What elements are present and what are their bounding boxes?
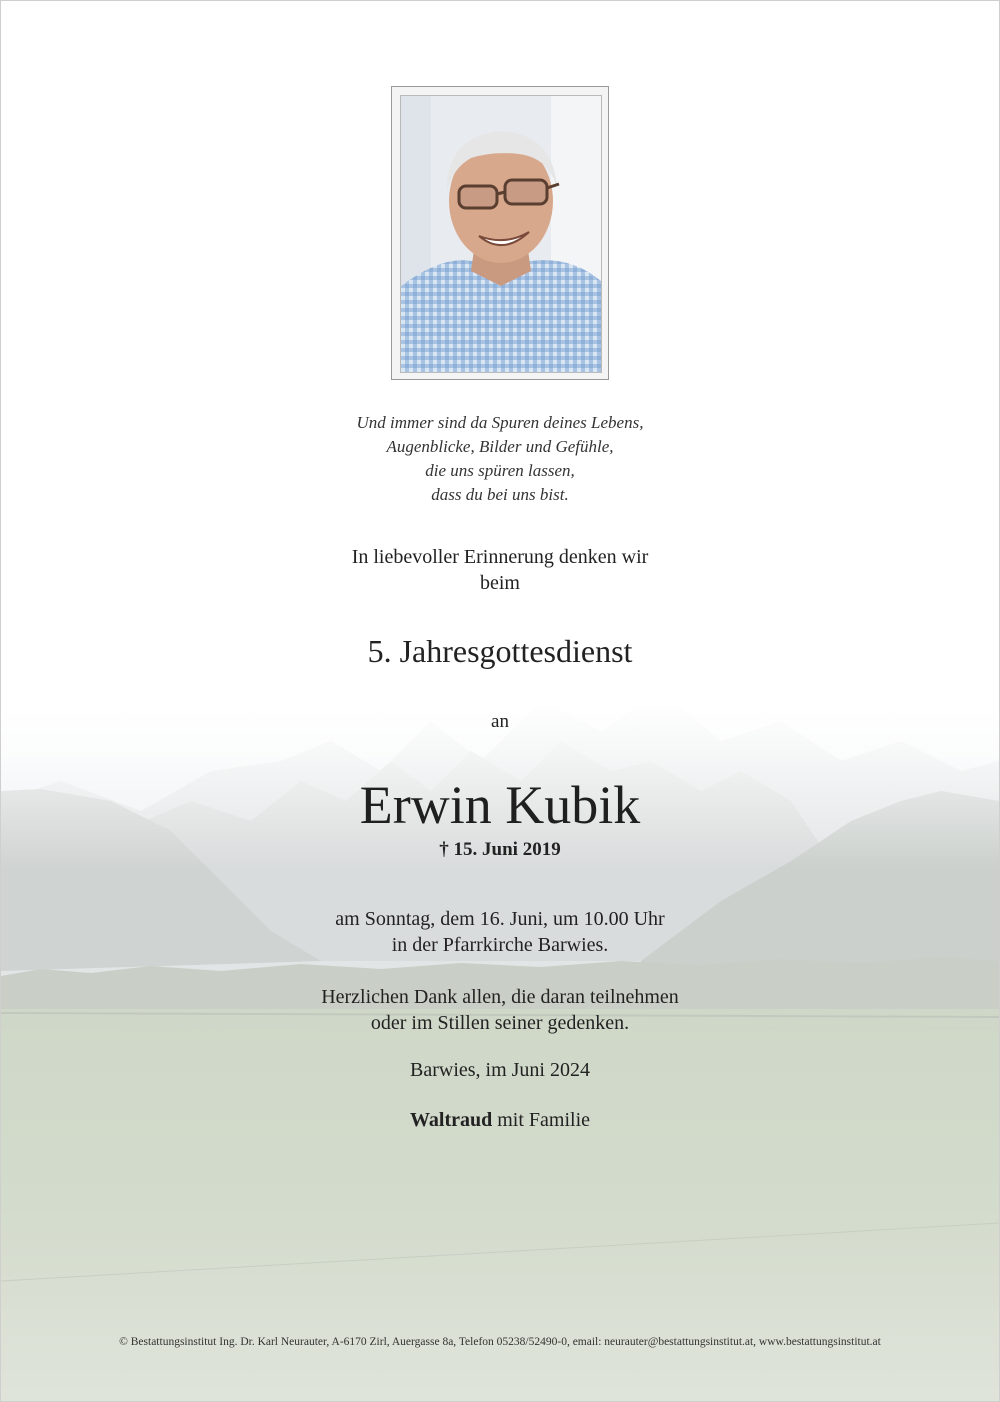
connector-text: an xyxy=(491,711,509,732)
poem-line: dass du bei uns bist. xyxy=(431,485,569,504)
service-details xyxy=(1,906,999,958)
place-date: Barwies, im Juni 2024 xyxy=(410,1059,590,1081)
details-line-1: am Sonntag, dem 16. Juni, um 10.00 Uhr xyxy=(335,908,665,930)
intro-line-2: beim xyxy=(480,572,520,594)
portrait-frame xyxy=(391,86,609,380)
thanks-line-1: Herzlichen Dank allen, die daran teilnehmen xyxy=(321,986,679,1008)
deceased-name: Erwin Kubik xyxy=(359,775,641,835)
poem-line: die uns spüren lassen, xyxy=(425,461,575,480)
intro-line-1: In liebevoller Erinnerung denken wir xyxy=(351,546,649,568)
signature-name: Waltraud xyxy=(409,1109,493,1131)
memorial-poem xyxy=(1,411,999,507)
poem-line: Und immer sind da Spuren deines Lebens, xyxy=(356,413,644,432)
footer-imprint: © Bestattungsinstitut Ing. Dr. Karl Neurauter, A-6170 Zirl, Auergasse 8a, Telefon 05238/52490-0, email: neurauter@bestattungsinstitut.at, www.bestattungsinstitut.at xyxy=(119,1336,881,1348)
obituary-content xyxy=(1,1,999,1401)
intro-text xyxy=(1,544,999,596)
portrait-illustration xyxy=(401,96,601,372)
thanks-text xyxy=(1,984,999,1036)
poem-line: Augenblicke, Bilder und Gefühle, xyxy=(386,437,614,456)
thanks-line-2: oder im Stillen seiner gedenken. xyxy=(370,1012,630,1034)
signature xyxy=(1,1109,999,1132)
death-date: † 15. Juni 2019 xyxy=(439,839,561,860)
details-line-2: in der Pfarrkirche Barwies. xyxy=(391,934,609,956)
service-title: 5. Jahresgottesdienst xyxy=(367,633,633,669)
portrait-photo xyxy=(400,95,602,373)
signature-rest: mit Familie xyxy=(497,1109,591,1131)
